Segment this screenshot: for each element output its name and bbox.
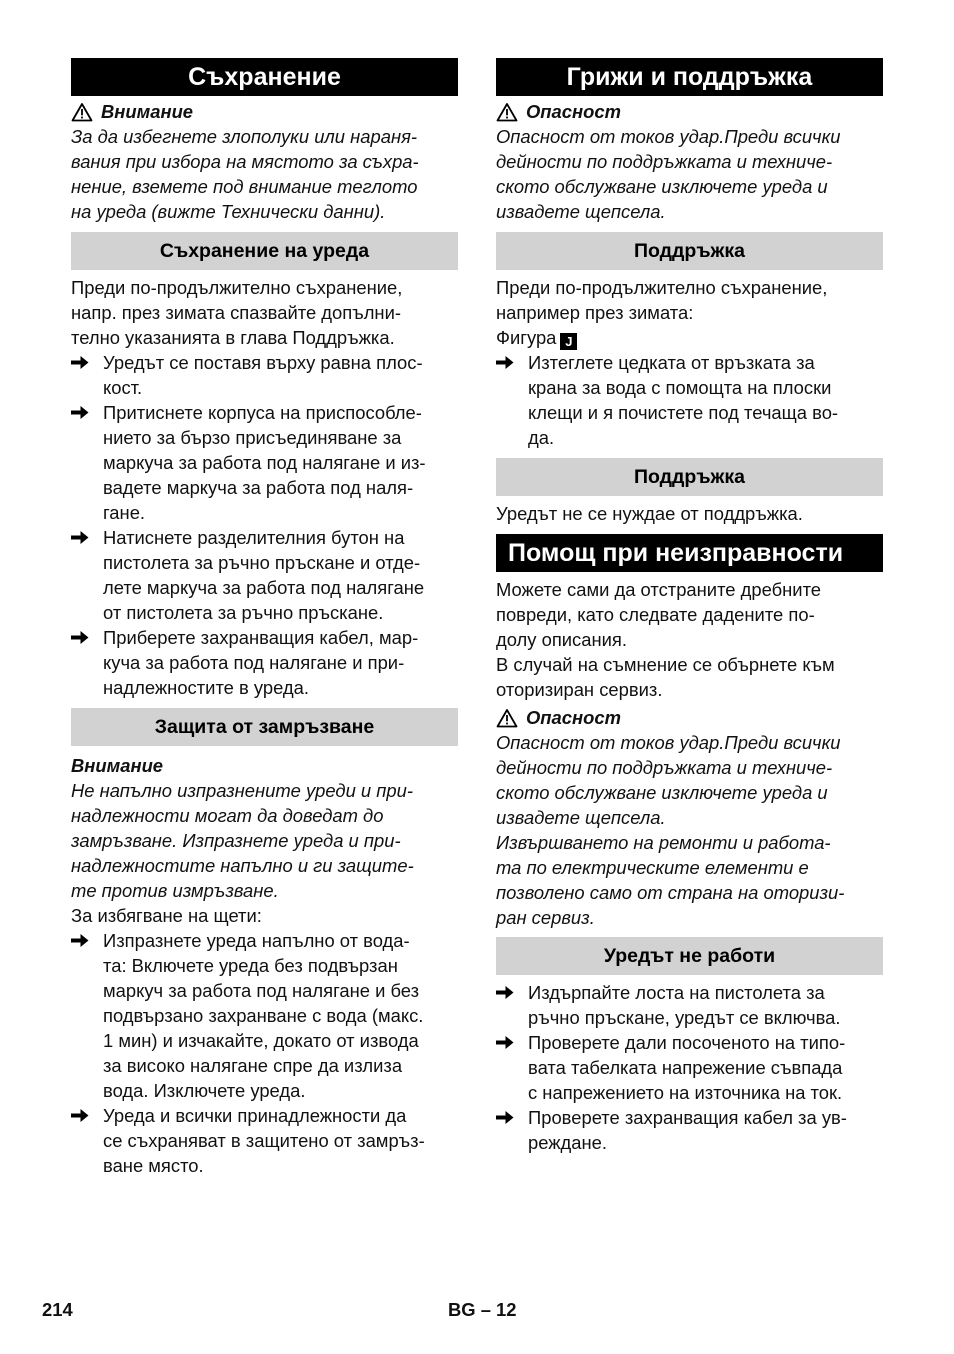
page-number: 214 <box>42 1299 73 1320</box>
danger-heading <box>496 705 883 730</box>
list-item <box>496 350 883 450</box>
warning-heading <box>71 99 458 124</box>
warning-triangle-icon <box>496 102 518 122</box>
paragraph <box>496 275 883 350</box>
section-title-care-maintenance: Грижи и поддръжка <box>496 58 883 96</box>
section-page-label: BG – 12 <box>448 1299 517 1320</box>
text-line: 1 мин) и изчакайте, докато от извода <box>103 1030 419 1051</box>
text-line: клещи и я почистете под течаща во- <box>528 402 839 423</box>
text-line: дейности по поддръжката и техниче- <box>496 151 833 172</box>
text-line: куча за работа под налягане и при- <box>103 652 405 673</box>
instruction-list <box>71 928 458 1178</box>
subsection-heading-device-not-working: Уредът не работи <box>496 937 883 975</box>
left-column <box>71 58 458 1178</box>
arrow-right-icon <box>71 400 103 525</box>
text-line: надлежностите напълно и ги защите- <box>71 855 414 876</box>
text-line: на уреда (вижте Технически данни). <box>71 201 386 222</box>
text-line: за високо налягане спре да излиза <box>103 1055 403 1076</box>
text-line: вода. Изключете уреда. <box>103 1080 306 1101</box>
text-line: подвързано захранване с вода (макс. <box>103 1005 424 1026</box>
text-line: В случай на съмнение се обърнете към <box>496 654 835 675</box>
text-line: вадете маркуча за работа под наля- <box>103 477 414 498</box>
danger-text <box>496 124 883 224</box>
right-column <box>496 58 883 1155</box>
text-line: Уредът се поставя върху равна плос- <box>103 352 423 373</box>
instruction-list <box>496 350 883 450</box>
text-line: например през зимата: <box>496 302 694 323</box>
text-line: пистолета за ръчно пръскане и отде- <box>103 552 421 573</box>
text-line: За да избегнете злополуки или нараня- <box>71 126 418 147</box>
text-line: кост. <box>103 377 143 398</box>
list-item <box>496 980 883 1030</box>
text-line: Приберете захранващия кабел, мар- <box>103 627 419 648</box>
text-line: Проверете захранващия кабел за ув- <box>528 1107 847 1128</box>
text-line: напр. през зимата спазвайте допълни- <box>71 302 401 323</box>
text-line: Преди по-продължително съхранение, <box>71 277 403 298</box>
caution-text <box>71 778 458 903</box>
text-line: извадете щепсела. <box>496 201 666 222</box>
warning-triangle-icon <box>71 102 93 122</box>
text-line: Притиснете корпуса на приспособле- <box>103 402 422 423</box>
text-line: ското обслужване изключете уреда и <box>496 782 828 803</box>
text-line: Опасност от токов удар.Преди всички <box>496 732 841 753</box>
text-line: ското обслужване изключете уреда и <box>496 176 828 197</box>
text-line: Издърпайте лоста на пистолета за <box>528 982 825 1003</box>
danger-text <box>496 730 883 930</box>
arrow-right-icon <box>496 1105 528 1155</box>
paragraph: Уредът не се нуждае от поддръжка. <box>496 503 803 524</box>
arrow-right-icon <box>496 1030 528 1105</box>
text-line: та по електрическите елементи е <box>496 857 809 878</box>
caution-block <box>71 753 458 903</box>
list-item <box>71 1103 458 1178</box>
text-line: ване място. <box>103 1155 204 1176</box>
text-line: замръзване. Изпразнете уреда и при- <box>71 830 401 851</box>
text-line: Извършването на ремонти и работа- <box>496 832 831 853</box>
paragraph <box>71 275 458 350</box>
text-line: Изтеглете цедката от връзката за <box>528 352 815 373</box>
instruction-list <box>71 350 458 700</box>
list-item <box>496 1030 883 1105</box>
text-line: оторизиран сервиз. <box>496 679 663 700</box>
text-line: извадете щепсела. <box>496 807 666 828</box>
arrow-right-icon <box>71 350 103 400</box>
arrow-right-icon <box>71 625 103 700</box>
text-line: маркуча за работа под налягане и из- <box>103 452 426 473</box>
danger-block-2 <box>496 705 883 930</box>
text-line: повреди, като следвате дадените по- <box>496 604 815 625</box>
text-line: телно указанията в глава Поддръжка. <box>71 327 395 348</box>
text-line: те против измръзване. <box>71 880 279 901</box>
figure-label: Фигура <box>496 327 557 348</box>
caution-label: Внимание <box>71 755 164 776</box>
text-line: надлежностите в уреда. <box>103 677 309 698</box>
list-item <box>71 928 458 1103</box>
text-line: маркуч за работа под налягане и без <box>103 980 420 1001</box>
text-line: Преди по-продължително съхранение, <box>496 277 828 298</box>
arrow-right-icon <box>496 980 528 1030</box>
text-line: нение, вземете под внимание теглото <box>71 176 418 197</box>
text-line: крана за вода с помощта на плоски <box>528 377 832 398</box>
figure-ref-badge: J <box>560 333 577 350</box>
text-line: Проверете дали посоченото на типо- <box>528 1032 846 1053</box>
arrow-right-icon <box>71 525 103 625</box>
text-line: вания при избора на мястото за съхра- <box>71 151 419 172</box>
danger-block <box>496 99 883 224</box>
text-line: гане. <box>103 502 146 523</box>
text-line: реждане. <box>528 1132 608 1153</box>
text-line: от пистолета за ръчно пръскане. <box>103 602 384 623</box>
subsection-heading-maintenance: Поддръжка <box>496 232 883 270</box>
text-line: долу описания. <box>496 629 627 650</box>
danger-label: Опасност <box>526 707 621 728</box>
instruction-list <box>496 980 883 1155</box>
warning-label: Внимание <box>101 101 194 122</box>
text-line: Изпразнете уреда напълно от вода- <box>103 930 410 951</box>
section-title-storage: Съхранение <box>71 58 458 96</box>
list-item <box>71 625 458 700</box>
text-line: нието за бързо присъединяване за <box>103 427 402 448</box>
arrow-right-icon <box>71 1103 103 1178</box>
warning-block <box>71 99 458 224</box>
warning-triangle-icon <box>496 708 518 728</box>
list-item <box>71 525 458 625</box>
text-line: лете маркуча за работа под налягане <box>103 577 425 598</box>
section-title-troubleshooting: Помощ при неизправности <box>496 534 883 572</box>
arrow-right-icon <box>496 350 528 450</box>
paragraph: За избягване на щети: <box>71 905 262 926</box>
text-line: та: Включете уреда без подвързан <box>103 955 398 976</box>
text-line: дейности по поддръжката и техниче- <box>496 757 833 778</box>
list-item <box>71 400 458 525</box>
text-line: Опасност от токов удар.Преди всички <box>496 126 841 147</box>
text-line: позволено само от страна на оторизи- <box>496 882 845 903</box>
arrow-right-icon <box>71 928 103 1103</box>
subsection-heading-frost-protection: Защита от замръзване <box>71 708 458 746</box>
text-line: ръчно пръскане, уредът се включва. <box>528 1007 841 1028</box>
text-line: с напрежението на източника на ток. <box>528 1082 843 1103</box>
subsection-heading-maintenance-2: Поддръжка <box>496 458 883 496</box>
danger-label: Опасност <box>526 101 621 122</box>
text-line: ран сервиз. <box>496 907 595 928</box>
danger-heading <box>496 99 883 124</box>
text-line: да. <box>528 427 555 448</box>
list-item <box>496 1105 883 1155</box>
list-item <box>71 350 458 400</box>
text-line: Уреда и всички принадлежности да <box>103 1105 407 1126</box>
warning-text <box>71 124 458 224</box>
text-line: Натиснете разделителния бутон на <box>103 527 405 548</box>
text-line: Не напълно изпразнените уреди и при- <box>71 780 413 801</box>
text-line: надлежности могат да доведат до <box>71 805 384 826</box>
subsection-heading-device-storage: Съхранение на уреда <box>71 232 458 270</box>
text-line: Можете сами да отстраните дребните <box>496 579 822 600</box>
figure-reference <box>496 325 883 350</box>
text-line: вата табелката напрежение съвпада <box>528 1057 843 1078</box>
paragraph <box>496 577 883 702</box>
text-line: се съхраняват в защитено от замръз- <box>103 1130 425 1151</box>
